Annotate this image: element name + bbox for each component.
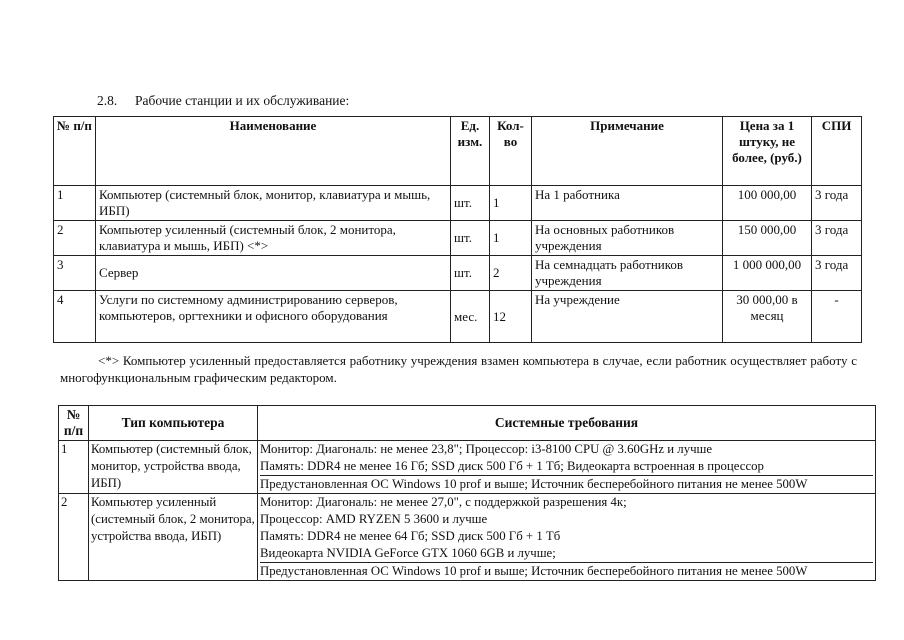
section-title: Рабочие станции и их обслуживание: [135,93,350,108]
workstations-table [53,116,862,343]
requirement-line: Предустановленная ОС Windows 10 prof и выше; Источник бесперебойного питания не менее 500W [260,475,873,493]
requirement-line: Память: DDR4 не менее 64 Гб; SSD диск 500 Гб + 1 Тб [260,529,561,543]
table-row [59,441,876,494]
row-qty: 1 [490,221,532,256]
table-row [54,291,862,343]
header-type: Тип компьютера [89,406,258,441]
row-qty: 2 [490,256,532,291]
system-requirements-table [58,405,876,581]
table-row [54,221,862,256]
table-row [54,186,862,221]
row-requirements [258,441,876,494]
header-spi: СПИ [812,117,862,186]
row-name: Услуги по системному администрированию серверов, компьютеров, оргтехники и офисного оборудования [96,291,451,343]
row-note: На учреждение [532,291,723,343]
row-num: 2 [59,494,89,581]
row-note: На семнадцать работников учреждения [532,256,723,291]
row-type: Компьютер усиленный (системный блок, 2 монитора, устройства ввода, ИБП) [89,494,258,581]
section-heading [97,93,349,109]
row-note: На основных работников учреждения [532,221,723,256]
row-price: 1 000 000,00 [723,256,812,291]
row-unit: шт. [451,256,490,291]
section-number: 2.8. [97,93,118,108]
row-num: 1 [54,186,96,221]
header-qty: Кол-во [490,117,532,186]
requirement-line: Монитор: Диагональ: не менее 27,0", с поддержкой разрешения 4к; [260,495,627,509]
row-qty: 12 [490,291,532,343]
requirement-line: Предустановленная ОС Windows 10 prof и выше; Источник бесперебойного питания не менее 500W [260,562,873,580]
row-price: 100 000,00 [723,186,812,221]
footnote: <*> Компьютер усиленный предоставляется работнику учреждения взамен компьютера в случае, если работник осуществляет работу с многофункциональным графическим редактором. [60,353,857,385]
row-qty: 1 [490,186,532,221]
header-unit: Ед. изм. [451,117,490,186]
table-header-row [59,406,876,441]
table-header-row [54,117,862,186]
row-spi: 3 года [812,256,862,291]
table-row [54,256,862,291]
row-num: 3 [54,256,96,291]
row-name: Сервер [96,256,451,291]
requirement-line: Процессор: AMD RYZEN 5 3600 и лучше [260,512,488,526]
requirement-line: Видеокарта NVIDIA GeForce GTX 1060 6GB и лучше; [260,546,556,560]
header-num: № п/п [54,117,96,186]
row-name: Компьютер усиленный (системный блок, 2 монитора, клавиатура и мышь, ИБП) <*> [96,221,451,256]
row-num: 2 [54,221,96,256]
row-spi: 3 года [812,186,862,221]
header-note: Примечание [532,117,723,186]
row-spi: 3 года [812,221,862,256]
row-name: Компьютер (системный блок, монитор, клавиатура и мышь, ИБП) [96,186,451,221]
row-price: 30 000,00 в месяц [723,291,812,343]
requirement-line: Память: DDR4 не менее 16 Гб; SSD диск 500 Гб + 1 Тб; Видеокарта встроенная в процессор [260,459,764,473]
row-spi: - [812,291,862,343]
row-price: 150 000,00 [723,221,812,256]
header-price: Цена за 1 штуку, не более, (руб.) [723,117,812,186]
header-name: Наименование [96,117,451,186]
header-requirements: Системные требования [258,406,876,441]
row-type: Компьютер (системный блок, монитор, устройства ввода, ИБП) [89,441,258,494]
row-unit: мес. [451,291,490,343]
row-note: На 1 работника [532,186,723,221]
table-row [59,494,876,581]
row-requirements [258,494,876,581]
row-num: 4 [54,291,96,343]
requirement-line: Монитор: Диагональ: не менее 23,8"; Процессор: i3-8100 CPU @ 3.60GHz и лучше [260,442,713,456]
header-num: № п/п [59,406,89,441]
row-unit: шт. [451,186,490,221]
row-num: 1 [59,441,89,494]
row-unit: шт. [451,221,490,256]
